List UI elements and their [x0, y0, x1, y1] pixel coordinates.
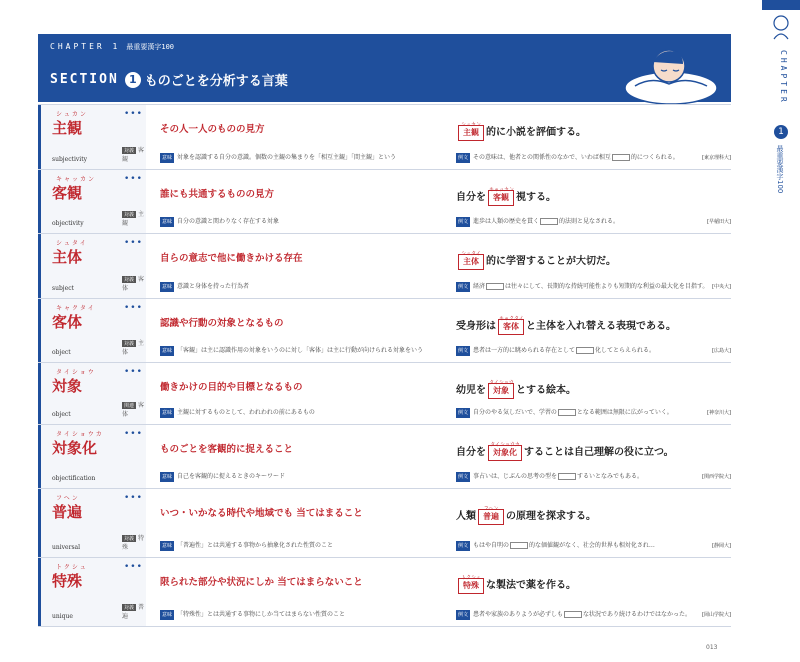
example-post: することは自己理解の役に立つ。 [524, 447, 674, 458]
term-explanation [160, 153, 396, 163]
example-answer-box [498, 316, 524, 335]
example-pre: 幼児を [456, 385, 486, 396]
explanation-text: 自己を客観的に捉えるときのキーワード [177, 473, 286, 480]
example-sentence [456, 506, 596, 525]
term-explanation [160, 472, 285, 482]
example-column [456, 170, 731, 233]
definition-column [160, 170, 450, 233]
example-post: の原理を探求する。 [506, 511, 596, 522]
example-ruby: キャッカン [489, 187, 515, 193]
example-answer: 主体 [463, 257, 479, 266]
related-tag: 対義 [124, 341, 135, 347]
example-answer: 主観 [463, 128, 479, 137]
importance-dots: ••• [124, 238, 143, 248]
example-pre: 自分を [456, 192, 486, 203]
importance-dots: ••• [124, 562, 143, 572]
term-column [38, 558, 146, 626]
quote-tag: 例文 [458, 348, 469, 354]
page-number: 013 [706, 644, 718, 651]
importance-dots: ••• [124, 429, 143, 439]
explanation-text: 意識と身体を持った行為者 [177, 283, 250, 290]
term-related [122, 533, 146, 551]
quote-source: [東京理科大] [702, 155, 731, 161]
example-ruby: タイショウ [489, 380, 514, 386]
related-tag: 関連 [124, 403, 135, 409]
explanation-tag: 意味 [162, 410, 173, 416]
related-word: 客体 [122, 402, 145, 418]
term-meaning: 働きかけの目的や目標となるもの [160, 382, 303, 393]
example-answer: 対象 [493, 386, 509, 395]
term-column [38, 425, 146, 488]
quote-source: [早稲田大] [707, 219, 731, 225]
quote-pre: 経済 [473, 283, 486, 290]
term-reading: トクシュ [56, 564, 88, 571]
chapter-label [50, 42, 174, 52]
example-column [456, 489, 731, 557]
exam-quote [456, 346, 731, 356]
term-column [38, 489, 146, 557]
side-tab-bar [762, 0, 800, 10]
vocab-entry [38, 170, 731, 234]
quote-pre: 患者は一方的に眺められる存在として [473, 347, 576, 354]
related-word: 客観 [122, 147, 145, 163]
example-sentence [456, 575, 576, 594]
importance-dots: ••• [124, 367, 143, 377]
term-explanation [160, 541, 333, 551]
explanation-text: 自分の意識と関わりなく存在する対象 [177, 218, 280, 225]
definition-column [160, 234, 450, 298]
section-title: ものごとを分析する言葉 [144, 74, 288, 89]
importance-dots: ••• [124, 174, 143, 184]
quote-source: [静岡大] [712, 543, 731, 549]
example-column [456, 299, 731, 362]
term-meaning: 誰にも共通するものの見方 [160, 189, 275, 200]
example-answer: 客観 [493, 193, 509, 202]
related-tag: 対義 [124, 212, 135, 218]
quote-post: するいとなみでもある。 [577, 473, 644, 480]
example-pre: 人類 [456, 511, 476, 522]
term-kanji: 主体 [52, 248, 83, 266]
vocab-entry [38, 104, 731, 170]
quote-pre: その意味は、他者との関係性のなかで、いわば相互 [473, 154, 611, 161]
related-word: 主体 [122, 340, 145, 356]
term-kanji: 特殊 [52, 572, 83, 590]
example-ruby: シュカン [461, 122, 481, 128]
explanation-tag: 意味 [162, 543, 173, 549]
term-kanji: 対象 [52, 377, 83, 395]
quote-post: 的法則と見なされる。 [559, 218, 620, 225]
quote-tag: 例文 [458, 474, 469, 480]
term-reading: キャクタイ [56, 305, 96, 312]
example-answer: 客体 [503, 322, 519, 331]
term-explanation [160, 346, 423, 356]
explanation-tag: 意味 [162, 284, 173, 290]
term-column [38, 234, 146, 298]
quote-blank [612, 154, 630, 161]
quote-source: [関西学院大] [702, 474, 731, 480]
term-related [122, 602, 146, 620]
example-column [456, 105, 731, 169]
term-english: universal [52, 544, 81, 551]
example-column [456, 558, 731, 626]
vocab-entry [38, 363, 731, 425]
example-answer-box [478, 506, 504, 525]
example-answer: 普遍 [483, 512, 499, 521]
vocabulary-list [38, 104, 731, 627]
example-answer-box [458, 575, 484, 594]
definition-column [160, 105, 450, 169]
example-sentence [456, 122, 586, 141]
vocab-entry [38, 489, 731, 558]
term-explanation [160, 408, 315, 418]
example-post: 的に小説を評価する。 [486, 127, 586, 138]
quote-post: な状況であり続けるわけではなかった。 [583, 611, 692, 618]
quote-pre: 自分のやる気しだいで、学習の [473, 409, 557, 416]
chapter-side-tab [762, 0, 800, 662]
quote-source: [岡山学院大] [702, 612, 731, 618]
related-word: 客体 [122, 276, 145, 292]
importance-dots: ••• [124, 493, 143, 503]
definition-column [160, 489, 450, 557]
example-pre: 受身形は [456, 321, 496, 332]
quote-blank [540, 218, 558, 225]
example-answer: 特殊 [463, 581, 479, 590]
related-word: 主観 [122, 211, 145, 227]
exam-quote [456, 153, 731, 163]
quote-post: 的な価値観がなく、社会的世界も相対化され… [529, 542, 655, 549]
term-meaning: 限られた部分や状況にしか 当てはまらないこと [160, 577, 363, 588]
exam-quote [456, 217, 731, 227]
term-english: object [52, 411, 71, 418]
term-meaning: 認識や行動の対象となるもの [160, 318, 284, 329]
definition-column [160, 425, 450, 488]
example-sentence [456, 380, 576, 399]
explanation-tag: 意味 [162, 155, 173, 161]
term-explanation [160, 282, 249, 292]
chapter-text: CHAPTER 1 [50, 42, 121, 51]
definition-column [160, 299, 450, 362]
explanation-text: 主観に対するものとして、われわれの前にあるもの [177, 409, 315, 416]
term-column [38, 363, 146, 424]
term-reading: シュタイ [56, 240, 88, 247]
explanation-tag: 意味 [162, 348, 173, 354]
vocab-entry [38, 425, 731, 489]
term-meaning: 自らの意志で他に働きかける存在 [160, 253, 303, 264]
term-english: objectification [52, 475, 96, 482]
term-reading: タイショウ [56, 369, 96, 376]
term-kanji: 主観 [52, 119, 83, 137]
quote-tag: 例文 [458, 410, 469, 416]
term-english: object [52, 349, 71, 356]
term-reading: タイショウカ [56, 431, 104, 438]
term-kanji: 普遍 [52, 503, 83, 521]
term-reading: キャッカン [56, 176, 97, 183]
quote-post: 的につくられる。 [630, 154, 679, 161]
vocab-entry [38, 234, 731, 299]
quote-pre: 患者や家族のありようが必ずしも [473, 611, 564, 618]
example-ruby: シュタイ [461, 251, 481, 257]
example-ruby: タイショウカ [490, 442, 520, 448]
term-english: objectivity [52, 220, 84, 227]
example-answer-box [458, 122, 484, 141]
exam-quote [456, 541, 731, 551]
example-answer-box [488, 380, 514, 399]
term-related [122, 209, 146, 227]
example-post: な製法で薬を作る。 [486, 580, 576, 591]
example-column [456, 363, 731, 424]
quote-source: [広島大] [712, 348, 731, 354]
quote-pre: 進歩は人類の歴史を貫く [473, 218, 540, 225]
section-title-line [50, 70, 288, 89]
side-tab-subtitle: 最重要漢字100 [776, 145, 784, 194]
quote-pre: もはや自明の [473, 542, 510, 549]
exam-quote [456, 472, 731, 482]
sleeping-person-illustration [621, 42, 721, 106]
term-english: subjectivity [52, 156, 87, 163]
quote-blank [564, 611, 582, 618]
quote-pre: 事占いは、じぶんの思考の型を [473, 473, 558, 480]
chapter-subtitle: 最重要漢字100 [126, 43, 175, 51]
example-sentence [456, 251, 616, 270]
quote-tag: 例文 [458, 284, 469, 290]
example-sentence [456, 316, 676, 335]
example-sentence [456, 442, 674, 461]
example-answer-box [488, 442, 522, 461]
example-answer: 対象化 [493, 448, 517, 457]
quote-source: [中央大] [712, 284, 731, 290]
explanation-text: 「客観」は主に認識作用の対象をいうのに対し「客体」は主に行動が向けられる対象をいう [177, 347, 424, 354]
term-column [38, 105, 146, 169]
quote-blank [558, 409, 576, 416]
vocab-entry [38, 558, 731, 627]
term-related [122, 338, 146, 356]
example-sentence [456, 187, 556, 206]
term-column [38, 299, 146, 362]
term-related [122, 274, 146, 292]
term-related [122, 145, 146, 163]
quote-tag: 例文 [458, 219, 469, 225]
explanation-tag: 意味 [162, 219, 173, 225]
example-answer-box [488, 187, 515, 206]
person-icon [771, 14, 791, 40]
quote-post: となる範囲は無限に広がっていく。 [576, 409, 673, 416]
quote-tag: 例文 [458, 612, 469, 618]
term-meaning: いつ・いかなる時代や地域でも 当てはまること [160, 508, 363, 519]
example-post: とする絵本。 [516, 385, 576, 396]
term-kanji: 対象化 [52, 439, 98, 457]
section-number: 1 [125, 72, 141, 88]
term-english: subject [52, 285, 74, 292]
example-pre: 自分を [456, 447, 486, 458]
example-column [456, 234, 731, 298]
term-kanji: 客体 [52, 313, 83, 331]
related-word: 特殊 [122, 535, 145, 551]
example-answer-box [458, 251, 484, 270]
related-tag: 対義 [124, 277, 135, 283]
quote-blank [486, 283, 504, 290]
example-ruby: トクシュ [461, 575, 481, 581]
importance-dots: ••• [124, 109, 143, 119]
definition-column [160, 558, 450, 626]
related-tag: 対義 [124, 605, 135, 611]
quote-blank [576, 347, 594, 354]
example-column [456, 425, 731, 488]
term-explanation [160, 217, 279, 227]
quote-blank [510, 542, 528, 549]
quote-post: 化してとらえられる。 [595, 347, 656, 354]
explanation-tag: 意味 [162, 474, 173, 480]
explanation-tag: 意味 [162, 612, 173, 618]
term-kanji: 客観 [52, 184, 83, 202]
related-tag: 対義 [124, 536, 135, 542]
term-reading: フヘン [56, 495, 80, 502]
side-tab-number: 1 [774, 125, 788, 139]
exam-quote [456, 610, 731, 620]
term-meaning: ものごとを客観的に捉えること [160, 444, 294, 455]
example-ruby: フヘン [483, 506, 499, 512]
chapter-header [38, 34, 731, 102]
related-word: 普遍 [122, 604, 145, 620]
term-explanation [160, 610, 345, 620]
importance-dots: ••• [124, 303, 143, 313]
section-label: SECTION [50, 72, 119, 87]
exam-quote [456, 408, 731, 418]
term-meaning: その人一人のものの見方 [160, 124, 265, 135]
explanation-text: 「普遍性」とは共通する事物から抽象化された性質のこと [177, 542, 334, 549]
definition-column [160, 363, 450, 424]
quote-source: [神奈川大] [707, 410, 731, 416]
quote-tag: 例文 [458, 155, 469, 161]
term-related [122, 400, 146, 418]
quote-post: は往々にして、長期的な持続可能性よりも短期的な利益の最大化を目指す。 [505, 283, 709, 290]
term-english: unique [52, 613, 73, 620]
vocab-entry [38, 299, 731, 363]
quote-blank [558, 473, 576, 480]
quote-tag: 例文 [458, 543, 469, 549]
explanation-text: 対象を認識する自分の意識。個数の主観の集まりを「相互主観」「間主観」という [177, 154, 397, 161]
term-column [38, 170, 146, 233]
explanation-text: 「特殊性」とは共通する事物にしか当てはまらない性質のこと [177, 611, 346, 618]
example-post: 視する。 [516, 192, 556, 203]
exam-quote [456, 282, 731, 292]
term-reading: シュカン [56, 111, 88, 118]
related-tag: 対義 [124, 148, 135, 154]
example-post: と主体を入れ替える表現である。 [526, 321, 676, 332]
example-ruby: キャクタイ [499, 316, 524, 322]
side-tab-chapter: CHAPTER [779, 50, 788, 105]
example-post: 的に学習することが大切だ。 [486, 256, 616, 267]
